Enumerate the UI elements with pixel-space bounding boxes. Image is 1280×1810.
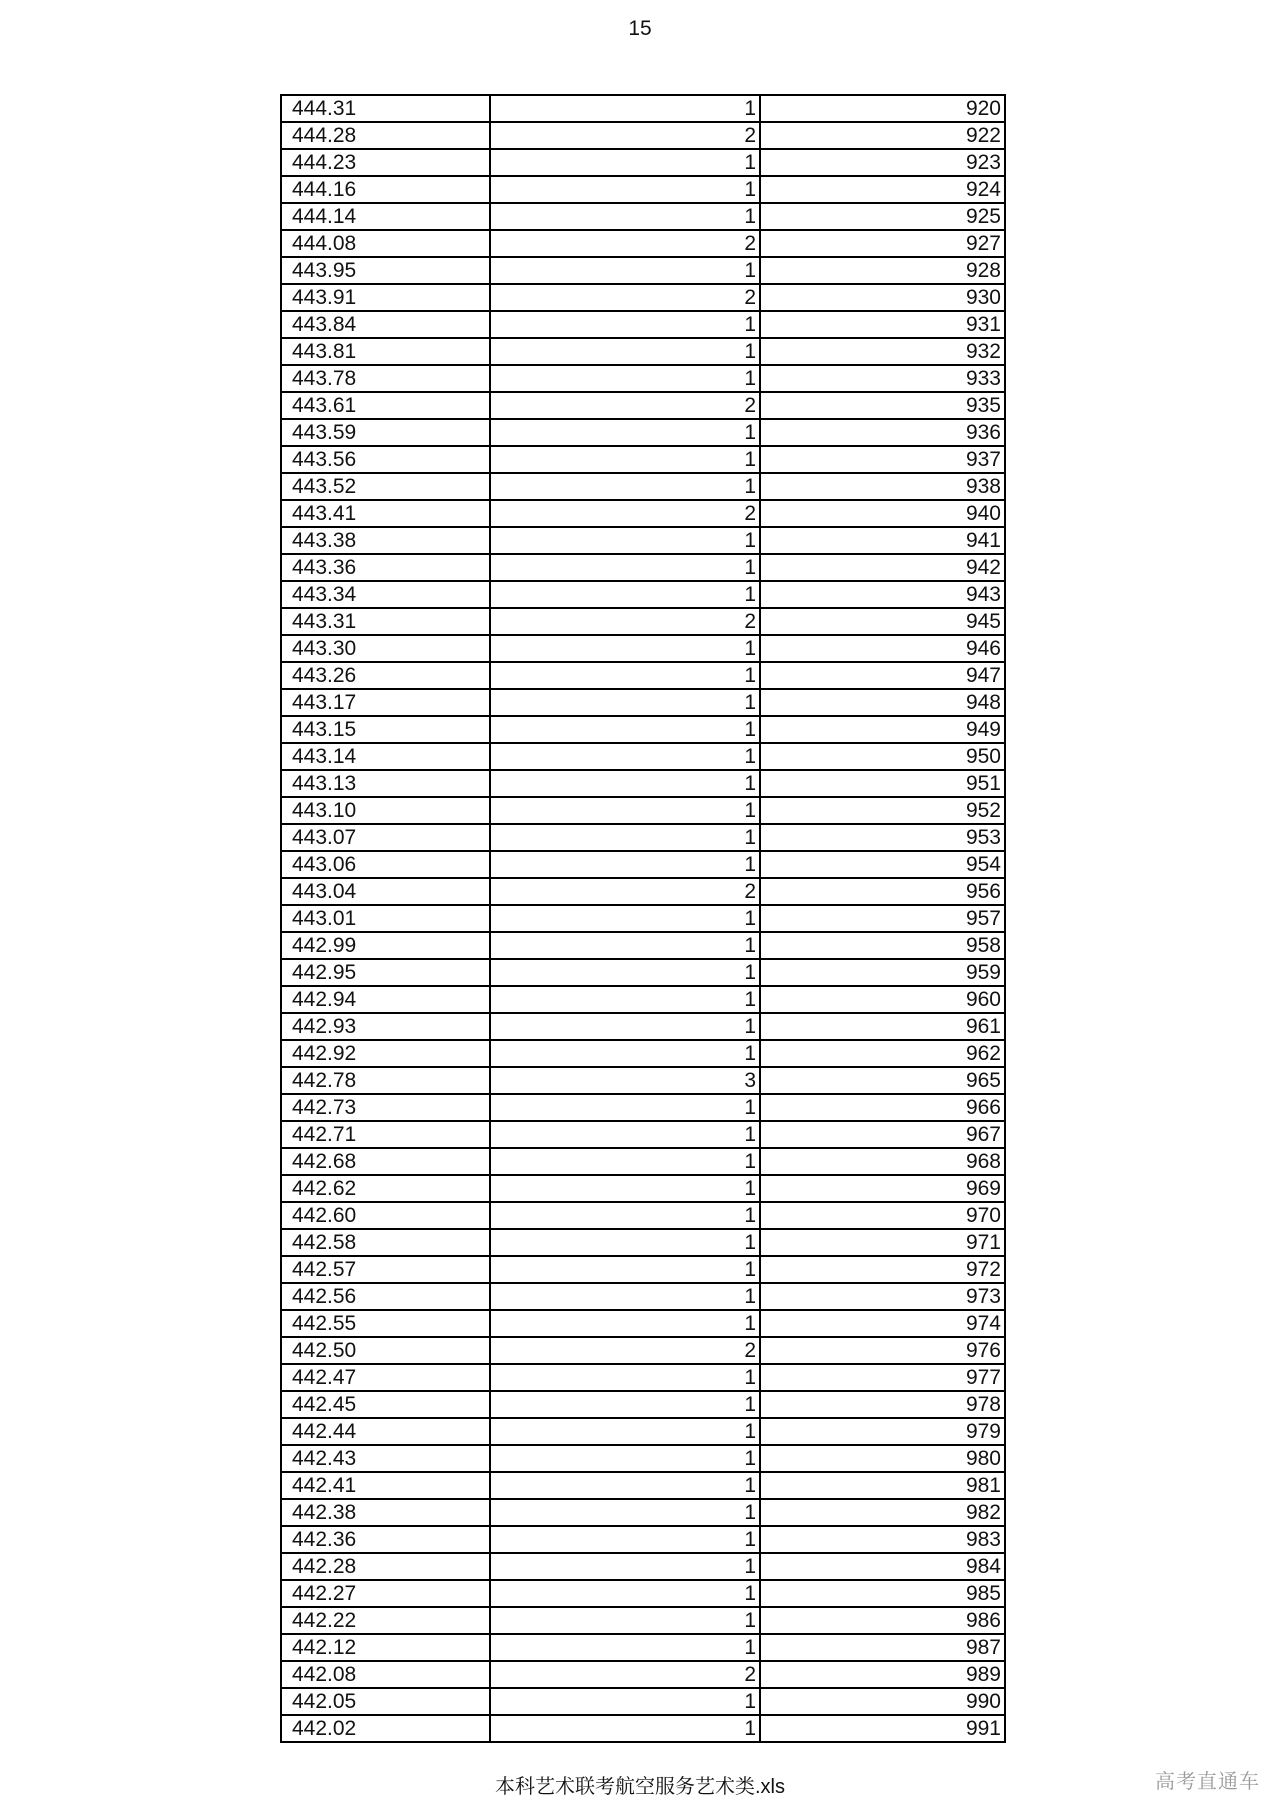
score-cell: 443.84 xyxy=(281,311,490,338)
score-cell: 442.68 xyxy=(281,1148,490,1175)
cumulative-cell: 971 xyxy=(760,1229,1005,1256)
cumulative-cell: 946 xyxy=(760,635,1005,662)
cumulative-cell: 935 xyxy=(760,392,1005,419)
cumulative-cell: 972 xyxy=(760,1256,1005,1283)
count-cell: 1 xyxy=(490,365,760,392)
table-row xyxy=(281,365,1005,392)
count-cell: 1 xyxy=(490,1229,760,1256)
cumulative-cell: 985 xyxy=(760,1580,1005,1607)
count-cell: 1 xyxy=(490,662,760,689)
score-cell: 444.08 xyxy=(281,230,490,257)
cumulative-cell: 977 xyxy=(760,1364,1005,1391)
score-cell: 443.15 xyxy=(281,716,490,743)
cumulative-cell: 951 xyxy=(760,770,1005,797)
cumulative-cell: 981 xyxy=(760,1472,1005,1499)
table-row xyxy=(281,716,1005,743)
cumulative-cell: 930 xyxy=(760,284,1005,311)
cumulative-cell: 924 xyxy=(760,176,1005,203)
cumulative-cell: 982 xyxy=(760,1499,1005,1526)
count-cell: 1 xyxy=(490,203,760,230)
cumulative-cell: 978 xyxy=(760,1391,1005,1418)
count-cell: 1 xyxy=(490,959,760,986)
table-row xyxy=(281,770,1005,797)
table-row xyxy=(281,905,1005,932)
table-row xyxy=(281,149,1005,176)
cumulative-cell: 969 xyxy=(760,1175,1005,1202)
cumulative-cell: 943 xyxy=(760,581,1005,608)
score-cell: 443.10 xyxy=(281,797,490,824)
table-row xyxy=(281,1229,1005,1256)
cumulative-cell: 958 xyxy=(760,932,1005,959)
footer-filename: 本科艺术联考航空服务艺术类.xls xyxy=(495,1776,785,1798)
score-table xyxy=(280,94,1006,1743)
cumulative-cell: 922 xyxy=(760,122,1005,149)
count-cell: 1 xyxy=(490,797,760,824)
table-row xyxy=(281,1553,1005,1580)
score-cell: 442.92 xyxy=(281,1040,490,1067)
page-number: 15 xyxy=(628,17,652,40)
cumulative-cell: 983 xyxy=(760,1526,1005,1553)
table-row xyxy=(281,527,1005,554)
count-cell: 1 xyxy=(490,446,760,473)
table-row xyxy=(281,1256,1005,1283)
score-cell: 442.62 xyxy=(281,1175,490,1202)
score-cell: 444.23 xyxy=(281,149,490,176)
cumulative-cell: 936 xyxy=(760,419,1005,446)
table-row xyxy=(281,1148,1005,1175)
score-cell: 443.52 xyxy=(281,473,490,500)
table-row xyxy=(281,797,1005,824)
count-cell: 1 xyxy=(490,1364,760,1391)
score-cell: 442.93 xyxy=(281,1013,490,1040)
cumulative-cell: 942 xyxy=(760,554,1005,581)
count-cell: 1 xyxy=(490,932,760,959)
count-cell: 2 xyxy=(490,500,760,527)
score-cell: 442.44 xyxy=(281,1418,490,1445)
table-body xyxy=(281,95,1005,1742)
table-row xyxy=(281,203,1005,230)
score-cell: 444.31 xyxy=(281,95,490,122)
cumulative-cell: 941 xyxy=(760,527,1005,554)
cumulative-cell: 948 xyxy=(760,689,1005,716)
table-row xyxy=(281,1067,1005,1094)
count-cell: 1 xyxy=(490,905,760,932)
table-row xyxy=(281,1418,1005,1445)
count-cell: 1 xyxy=(490,689,760,716)
cumulative-cell: 960 xyxy=(760,986,1005,1013)
cumulative-cell: 986 xyxy=(760,1607,1005,1634)
table-row xyxy=(281,176,1005,203)
score-cell: 443.91 xyxy=(281,284,490,311)
score-cell: 442.55 xyxy=(281,1310,490,1337)
table-row xyxy=(281,959,1005,986)
score-cell: 443.56 xyxy=(281,446,490,473)
score-cell: 443.14 xyxy=(281,743,490,770)
score-cell: 442.95 xyxy=(281,959,490,986)
score-cell: 443.95 xyxy=(281,257,490,284)
cumulative-cell: 933 xyxy=(760,365,1005,392)
score-cell: 442.36 xyxy=(281,1526,490,1553)
table-row xyxy=(281,446,1005,473)
cumulative-cell: 961 xyxy=(760,1013,1005,1040)
score-cell: 444.28 xyxy=(281,122,490,149)
count-cell: 1 xyxy=(490,1202,760,1229)
table-row xyxy=(281,1580,1005,1607)
cumulative-cell: 989 xyxy=(760,1661,1005,1688)
cumulative-cell: 947 xyxy=(760,662,1005,689)
score-cell: 443.41 xyxy=(281,500,490,527)
count-cell: 1 xyxy=(490,1580,760,1607)
cumulative-cell: 940 xyxy=(760,500,1005,527)
count-cell: 1 xyxy=(490,1040,760,1067)
table-row xyxy=(281,689,1005,716)
table-row xyxy=(281,257,1005,284)
count-cell: 2 xyxy=(490,1661,760,1688)
count-cell: 1 xyxy=(490,1472,760,1499)
cumulative-cell: 957 xyxy=(760,905,1005,932)
table-row xyxy=(281,1661,1005,1688)
table-row xyxy=(281,1526,1005,1553)
cumulative-cell: 923 xyxy=(760,149,1005,176)
table-row xyxy=(281,824,1005,851)
cumulative-cell: 925 xyxy=(760,203,1005,230)
cumulative-cell: 928 xyxy=(760,257,1005,284)
count-cell: 1 xyxy=(490,1715,760,1742)
score-cell: 442.05 xyxy=(281,1688,490,1715)
cumulative-cell: 950 xyxy=(760,743,1005,770)
cumulative-cell: 984 xyxy=(760,1553,1005,1580)
count-cell: 1 xyxy=(490,1013,760,1040)
count-cell: 1 xyxy=(490,1418,760,1445)
score-cell: 442.02 xyxy=(281,1715,490,1742)
score-cell: 442.58 xyxy=(281,1229,490,1256)
cumulative-cell: 967 xyxy=(760,1121,1005,1148)
count-cell: 1 xyxy=(490,986,760,1013)
count-cell: 1 xyxy=(490,419,760,446)
score-cell: 443.17 xyxy=(281,689,490,716)
score-cell: 442.08 xyxy=(281,1661,490,1688)
score-cell: 442.28 xyxy=(281,1553,490,1580)
table-row xyxy=(281,1634,1005,1661)
score-cell: 443.04 xyxy=(281,878,490,905)
table-row xyxy=(281,851,1005,878)
count-cell: 1 xyxy=(490,1634,760,1661)
count-cell: 1 xyxy=(490,1688,760,1715)
count-cell: 1 xyxy=(490,770,760,797)
cumulative-cell: 966 xyxy=(760,1094,1005,1121)
table-row xyxy=(281,1202,1005,1229)
count-cell: 2 xyxy=(490,284,760,311)
count-cell: 1 xyxy=(490,1256,760,1283)
score-cell: 442.99 xyxy=(281,932,490,959)
cumulative-cell: 931 xyxy=(760,311,1005,338)
count-cell: 1 xyxy=(490,824,760,851)
score-cell: 442.22 xyxy=(281,1607,490,1634)
score-cell: 442.94 xyxy=(281,986,490,1013)
cumulative-cell: 953 xyxy=(760,824,1005,851)
count-cell: 1 xyxy=(490,527,760,554)
cumulative-cell: 937 xyxy=(760,446,1005,473)
score-cell: 442.78 xyxy=(281,1067,490,1094)
score-cell: 442.50 xyxy=(281,1337,490,1364)
score-cell: 443.06 xyxy=(281,851,490,878)
count-cell: 1 xyxy=(490,1553,760,1580)
table-row xyxy=(281,1175,1005,1202)
score-cell: 444.14 xyxy=(281,203,490,230)
table-row xyxy=(281,1094,1005,1121)
count-cell: 2 xyxy=(490,392,760,419)
table-row xyxy=(281,311,1005,338)
cumulative-cell: 932 xyxy=(760,338,1005,365)
table-row xyxy=(281,554,1005,581)
score-cell: 443.36 xyxy=(281,554,490,581)
cumulative-cell: 938 xyxy=(760,473,1005,500)
count-cell: 1 xyxy=(490,149,760,176)
count-cell: 1 xyxy=(490,635,760,662)
table-row xyxy=(281,122,1005,149)
score-cell: 444.16 xyxy=(281,176,490,203)
count-cell: 1 xyxy=(490,1445,760,1472)
score-cell: 442.41 xyxy=(281,1472,490,1499)
count-cell: 1 xyxy=(490,473,760,500)
score-cell: 442.60 xyxy=(281,1202,490,1229)
table-row xyxy=(281,1688,1005,1715)
count-cell: 1 xyxy=(490,851,760,878)
score-cell: 443.07 xyxy=(281,824,490,851)
cumulative-cell: 979 xyxy=(760,1418,1005,1445)
score-cell: 442.45 xyxy=(281,1391,490,1418)
count-cell: 2 xyxy=(490,878,760,905)
count-cell: 1 xyxy=(490,1499,760,1526)
cumulative-cell: 945 xyxy=(760,608,1005,635)
cumulative-cell: 956 xyxy=(760,878,1005,905)
cumulative-cell: 954 xyxy=(760,851,1005,878)
count-cell: 1 xyxy=(490,311,760,338)
table-row xyxy=(281,635,1005,662)
table-row xyxy=(281,230,1005,257)
table-row xyxy=(281,392,1005,419)
score-cell: 442.43 xyxy=(281,1445,490,1472)
table-row xyxy=(281,1283,1005,1310)
count-cell: 1 xyxy=(490,743,760,770)
cumulative-cell: 920 xyxy=(760,95,1005,122)
count-cell: 3 xyxy=(490,1067,760,1094)
score-cell: 443.30 xyxy=(281,635,490,662)
count-cell: 1 xyxy=(490,1148,760,1175)
score-cell: 443.38 xyxy=(281,527,490,554)
table-row xyxy=(281,1472,1005,1499)
table-row xyxy=(281,338,1005,365)
table-row xyxy=(281,1364,1005,1391)
count-cell: 1 xyxy=(490,176,760,203)
count-cell: 1 xyxy=(490,1175,760,1202)
cumulative-cell: 927 xyxy=(760,230,1005,257)
cumulative-cell: 959 xyxy=(760,959,1005,986)
count-cell: 1 xyxy=(490,1391,760,1418)
table-row xyxy=(281,284,1005,311)
cumulative-cell: 965 xyxy=(760,1067,1005,1094)
count-cell: 1 xyxy=(490,1121,760,1148)
score-cell: 443.13 xyxy=(281,770,490,797)
count-cell: 1 xyxy=(490,1526,760,1553)
count-cell: 2 xyxy=(490,230,760,257)
count-cell: 1 xyxy=(490,338,760,365)
table-row xyxy=(281,95,1005,122)
score-cell: 442.27 xyxy=(281,1580,490,1607)
cumulative-cell: 987 xyxy=(760,1634,1005,1661)
cumulative-cell: 990 xyxy=(760,1688,1005,1715)
score-cell: 443.31 xyxy=(281,608,490,635)
table-row xyxy=(281,1445,1005,1472)
score-cell: 442.47 xyxy=(281,1364,490,1391)
table-row xyxy=(281,1121,1005,1148)
count-cell: 1 xyxy=(490,1094,760,1121)
score-cell: 443.26 xyxy=(281,662,490,689)
cumulative-cell: 976 xyxy=(760,1337,1005,1364)
table-row xyxy=(281,1607,1005,1634)
table-row xyxy=(281,473,1005,500)
table-row xyxy=(281,878,1005,905)
count-cell: 1 xyxy=(490,1607,760,1634)
score-cell: 442.56 xyxy=(281,1283,490,1310)
table-row xyxy=(281,932,1005,959)
count-cell: 2 xyxy=(490,1337,760,1364)
count-cell: 2 xyxy=(490,122,760,149)
count-cell: 1 xyxy=(490,554,760,581)
score-cell: 443.61 xyxy=(281,392,490,419)
cumulative-cell: 962 xyxy=(760,1040,1005,1067)
score-cell: 442.38 xyxy=(281,1499,490,1526)
table-row xyxy=(281,500,1005,527)
table-row xyxy=(281,1013,1005,1040)
table-row xyxy=(281,662,1005,689)
score-cell: 442.57 xyxy=(281,1256,490,1283)
table-row xyxy=(281,1310,1005,1337)
score-cell: 442.73 xyxy=(281,1094,490,1121)
score-cell: 442.71 xyxy=(281,1121,490,1148)
cumulative-cell: 968 xyxy=(760,1148,1005,1175)
count-cell: 1 xyxy=(490,716,760,743)
cumulative-cell: 949 xyxy=(760,716,1005,743)
cumulative-cell: 952 xyxy=(760,797,1005,824)
count-cell: 1 xyxy=(490,581,760,608)
cumulative-cell: 974 xyxy=(760,1310,1005,1337)
cumulative-cell: 991 xyxy=(760,1715,1005,1742)
cumulative-cell: 970 xyxy=(760,1202,1005,1229)
watermark-logo-text: 高考直通车 xyxy=(1155,1771,1260,1793)
table-row xyxy=(281,581,1005,608)
count-cell: 1 xyxy=(490,1310,760,1337)
count-cell: 1 xyxy=(490,95,760,122)
table-row xyxy=(281,986,1005,1013)
cumulative-cell: 973 xyxy=(760,1283,1005,1310)
table-row xyxy=(281,419,1005,446)
score-cell: 443.01 xyxy=(281,905,490,932)
table-row xyxy=(281,1391,1005,1418)
score-cell: 443.34 xyxy=(281,581,490,608)
table-row xyxy=(281,1499,1005,1526)
score-cell: 443.78 xyxy=(281,365,490,392)
table-row xyxy=(281,1337,1005,1364)
count-cell: 1 xyxy=(490,1283,760,1310)
count-cell: 2 xyxy=(490,608,760,635)
score-cell: 443.81 xyxy=(281,338,490,365)
score-cell: 442.12 xyxy=(281,1634,490,1661)
cumulative-cell: 980 xyxy=(760,1445,1005,1472)
table-row xyxy=(281,1715,1005,1742)
table-row xyxy=(281,1040,1005,1067)
table-row xyxy=(281,608,1005,635)
score-cell: 443.59 xyxy=(281,419,490,446)
table-row xyxy=(281,743,1005,770)
count-cell: 1 xyxy=(490,257,760,284)
